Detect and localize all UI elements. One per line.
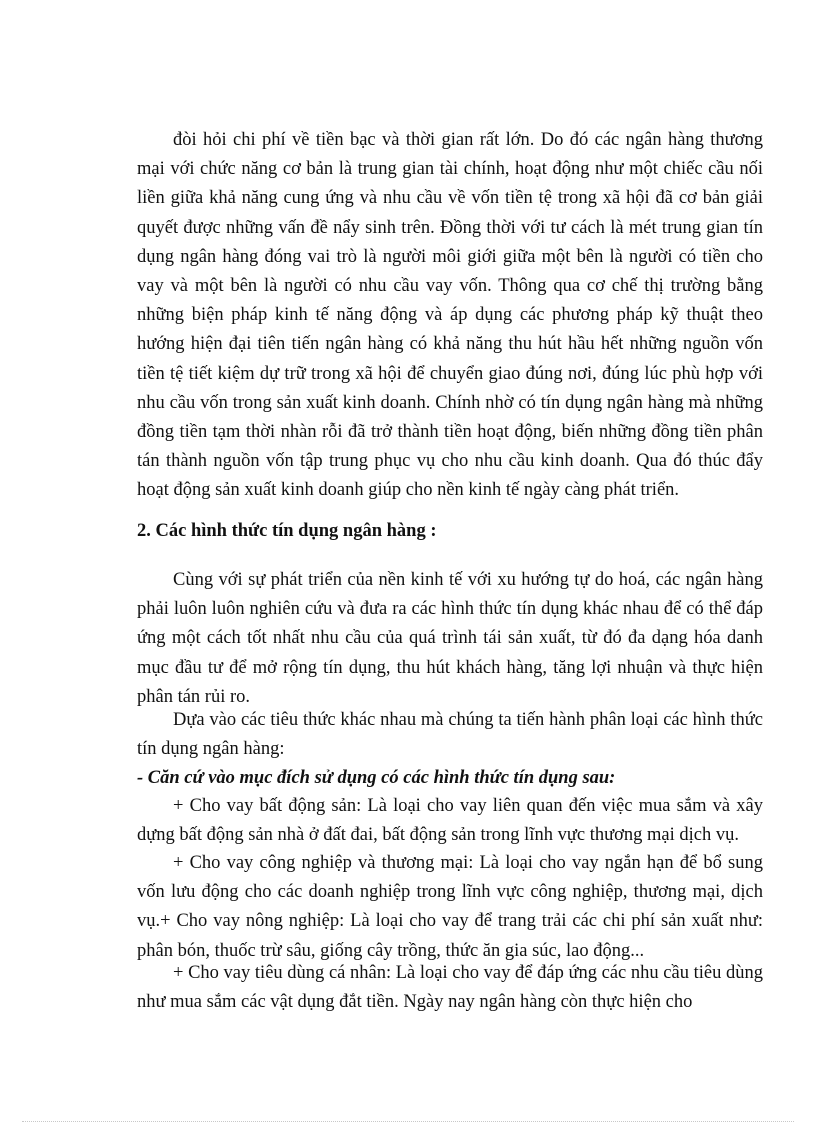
section-heading: 2. Các hình thức tín dụng ngân hàng :: [137, 521, 437, 541]
list-item-consumer: + Cho vay tiêu dùng cá nhân: Là loại cho vay để đáp ứng các nhu cầu tiêu dùng như mua sắm các vật dụng đắt tiền. Ngày nay ngân hàng còn thực hiện cho: [137, 963, 763, 1013]
subsection-heading: - Căn cứ vào mục đích sử dụng có các hình thức tín dụng sau:: [137, 768, 616, 788]
page-bottom-divider: [22, 1121, 794, 1122]
list-item-industry-trade: + Cho vay công nghiệp và thương mại: Là loại cho vay ngắn hạn để bổ sung vốn lưu động cho các doanh nghiệp trong lĩnh vực công nghiệp, thương mại, dịch vụ.+ Cho vay nông nghiệp: Là loại cho vay để trang trải các chi phí sản xuất như: phân bón, thuốc trừ sâu, giống cây trồng, thức ăn gia súc, lao động...: [137, 853, 763, 961]
body-paragraph-forms: Cùng với sự phát triển của nền kinh tế với xu hướng tự do hoá, các ngân hàng phải luôn luôn nghiên cứu và đưa ra các hình thức tín dụng khác nhau để có thể đáp ứng một cách tốt nhất nhu cầu của quá trình tái sản xuất, từ đó đa dạng hóa danh mục đầu tư để mở rộng tín dụng, thu hút khách hàng, tăng lợi nhuận và thực hiện phân tán rủi ro.: [137, 570, 763, 707]
list-item-real-estate: + Cho vay bất động sản: Là loại cho vay liên quan đến việc mua sắm và xây dựng bất động sản nhà ở đất đai, bất động sản trong lĩnh vực thương mại dịch vụ.: [137, 796, 763, 846]
body-paragraph-criteria: Dựa vào các tiêu thức khác nhau mà chúng ta tiến hành phân loại các hình thức tín dụng ngân hàng:: [137, 710, 763, 760]
body-paragraph-intro: đòi hỏi chi phí về tiền bạc và thời gian rất lớn. Do đó các ngân hàng thương mại với chức năng cơ bản là trung gian tài chính, hoạt động như một chiếc cầu nối liền giữa khả năng cung ứng và nhu cầu về vốn tiền tệ trong xã hội đã cơ bản giải quyết được những vấn đề nẩy sinh trên. Đồng thời với tư cách là mét trung gian tín dụng ngân hàng đóng vai trò là người môi giới giữa một bên là người có tiền cho vay và một bên là người có nhu cầu vay vốn. Thông qua cơ chế thị trường bằng những biện pháp kinh tế năng động và áp dụng các phương pháp kỹ thuật theo hướng hiện đại tiên tiến ngân hàng có khả năng thu hút hầu hết những nguồn vốn tiền tệ tiết kiệm dự trữ trong xã hội để chuyển giao đúng nơi, đúng lúc phù hợp với nhu cầu vốn trong sản xuất kinh doanh. Chính nhờ có tín dụng ngân hàng mà những đồng tiền tạm thời nhàn rỗi đã trở thành tiền hoạt động, biến những đồng tiền phân tán thành nguồn vốn tập trung phục vụ cho nhu cầu kinh doanh. Qua đó thúc đẩy hoạt động sản xuất kinh doanh giúp cho nền kinh tế ngày càng phát triển.: [137, 130, 763, 501]
